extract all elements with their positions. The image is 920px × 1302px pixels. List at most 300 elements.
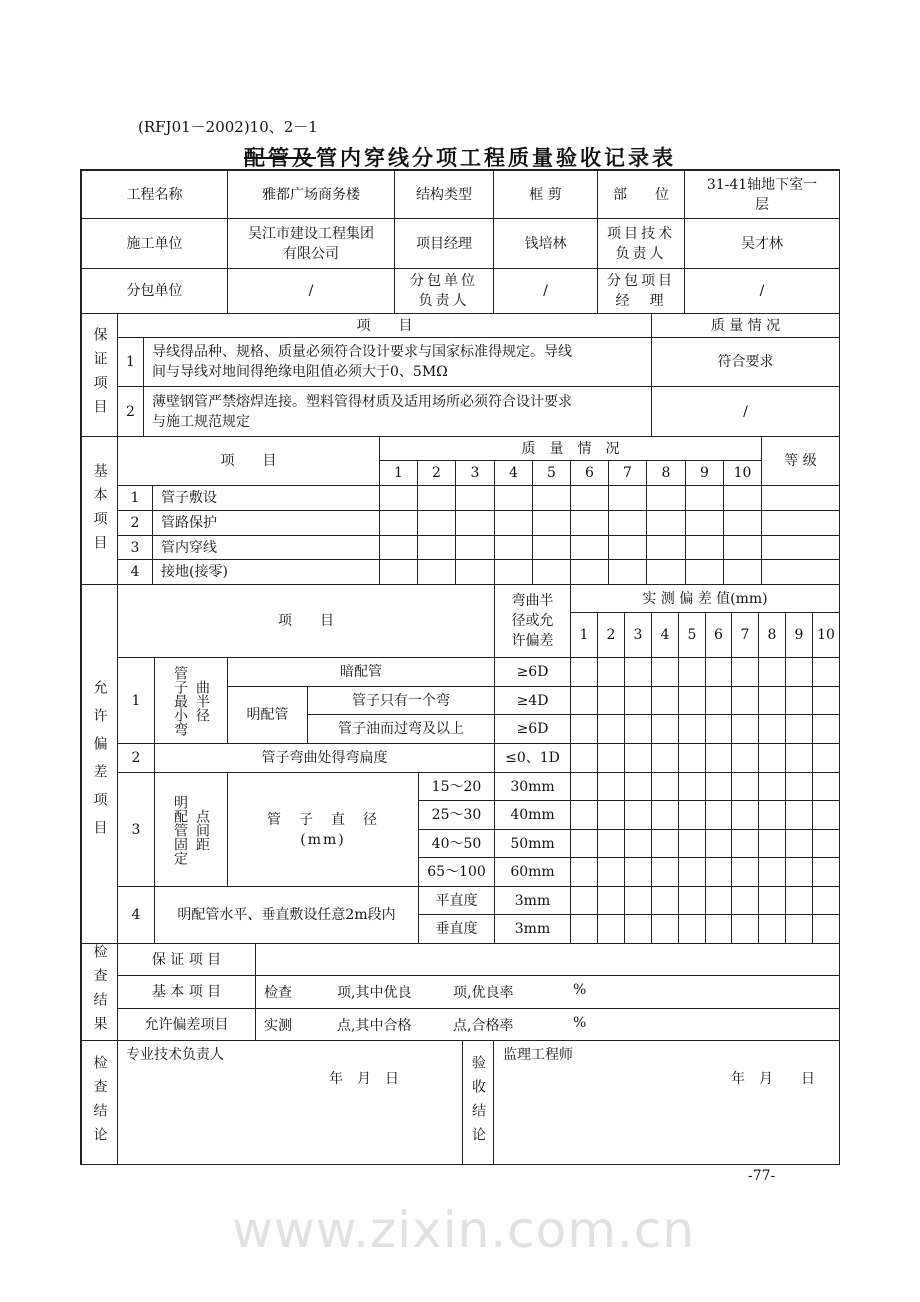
- allowed-column-number-text: 10: [817, 627, 835, 643]
- guarantee-row-quality: [651, 337, 840, 387]
- basic-quality-cell[interactable]: [417, 510, 456, 536]
- allowed-item-no: [117, 886, 155, 944]
- measured-deviation-cell[interactable]: [785, 829, 813, 858]
- allowed-column-number: [785, 612, 813, 658]
- allowed-measured-header: [570, 584, 840, 613]
- allowed-column-number: [731, 612, 759, 658]
- measured-deviation-cell[interactable]: [570, 829, 598, 858]
- measured-deviation-cell[interactable]: [624, 657, 652, 687]
- basic-quality-cell[interactable]: [379, 510, 418, 536]
- measured-deviation-cell[interactable]: [785, 772, 813, 801]
- allowed-section-label-text: 允许偏差项目: [91, 680, 108, 848]
- allowed-item-no-text: 1: [131, 692, 141, 709]
- measured-deviation-cell[interactable]: [812, 743, 840, 773]
- measured-deviation-cell[interactable]: [624, 857, 652, 887]
- sub-pm-label: [597, 268, 685, 314]
- structure-type-value: [493, 170, 598, 219]
- basic-quality-cell[interactable]: [646, 535, 686, 560]
- basic-quality-header: [379, 436, 762, 461]
- basic-quality-cell[interactable]: [455, 510, 495, 536]
- basic-column-number: [646, 460, 686, 486]
- measured-deviation-cell[interactable]: [624, 829, 652, 858]
- tech-lead-date: 年 月 日: [329, 1071, 399, 1087]
- project-name-value: [227, 170, 395, 219]
- builder-value-text: 吴江市建设工程集团 有限公司: [248, 225, 374, 262]
- basic-quality-cell[interactable]: [608, 535, 647, 560]
- guarantee-row-text-text: 薄壁钢管严禁熔焊连接。塑料管得材质及适用场所必须符合设计要求 与施工规范规定: [152, 393, 572, 430]
- tolerance-value: [494, 714, 571, 744]
- measured-deviation-cell[interactable]: [705, 886, 732, 915]
- basic-quality-cell[interactable]: [455, 535, 495, 560]
- measured-deviation-cell[interactable]: [705, 829, 732, 858]
- basic-quality-cell[interactable]: [723, 559, 762, 585]
- measured-deviation-cell[interactable]: [678, 857, 706, 887]
- measured-deviation-cell[interactable]: [678, 743, 706, 773]
- measured-deviation-cell[interactable]: [785, 743, 813, 773]
- measured-deviation-cell[interactable]: [570, 914, 598, 944]
- guarantee-section-label: [81, 313, 118, 437]
- builder-label: [81, 218, 228, 269]
- basic-quality-cell[interactable]: [417, 535, 456, 560]
- basic-quality-cell[interactable]: [494, 510, 533, 536]
- measured-deviation-cell[interactable]: [651, 914, 679, 944]
- measured-deviation-cell[interactable]: [705, 686, 732, 715]
- tech-lead-label-text: 项目技术 负责人: [607, 225, 675, 262]
- tech-lead-sign-label: 专业技术负责人: [126, 1047, 224, 1063]
- basic-quality-cell[interactable]: [646, 559, 686, 585]
- allowed-item-no: [117, 772, 155, 887]
- location-label-text: 部 位: [613, 186, 669, 203]
- check-result-label-text: 检查结果: [91, 944, 108, 1040]
- bend-radius-label: [154, 657, 228, 744]
- bend-radius-label-text: 管子最小弯曲半径: [172, 665, 210, 736]
- basic-row-no-text: 2: [130, 515, 140, 531]
- basic-result-text: 检查: [264, 985, 292, 1001]
- basic-quality-cell[interactable]: [417, 559, 456, 585]
- measured-deviation-cell[interactable]: [597, 686, 625, 715]
- basic-row-no-text: 4: [130, 564, 140, 580]
- check-basic-label: [117, 975, 256, 1009]
- measured-deviation-cell[interactable]: [705, 657, 732, 687]
- basic-quality-cell[interactable]: [532, 485, 571, 511]
- measured-deviation-cell[interactable]: [624, 743, 652, 773]
- flatness-label: [154, 743, 495, 773]
- one-bend-label: [307, 686, 495, 715]
- guarantee-row-no-text: 2: [126, 403, 135, 420]
- measured-deviation-cell[interactable]: [758, 657, 786, 687]
- basic-grade-cell[interactable]: [761, 559, 840, 585]
- measured-deviation-cell[interactable]: [570, 743, 598, 773]
- guarantee-row-text-text: 导线得品种、规格、质量必须符合设计要求与国家标准得规定。导线 间与导线对地间得绝缘电阻值必须大于0、5MΩ: [152, 344, 572, 380]
- basic-result-text: 项,优良率: [453, 985, 514, 1001]
- basic-quality-header-text: 质 量 情 况: [521, 440, 620, 457]
- measured-deviation-cell[interactable]: [597, 914, 625, 944]
- measured-deviation-cell[interactable]: [597, 772, 625, 801]
- tolerance-value: [494, 743, 571, 773]
- measured-deviation-cell[interactable]: [731, 800, 759, 830]
- measured-deviation-cell[interactable]: [758, 686, 786, 715]
- basic-quality-cell[interactable]: [455, 559, 495, 585]
- subcontractor-value-text: /: [308, 283, 314, 299]
- pm-label-text: 项目经理: [416, 235, 472, 252]
- document-code: (RFJ01－2002)10、2－1: [138, 118, 318, 136]
- tolerance-value-text: ≥6D: [516, 664, 549, 680]
- measured-deviation-cell[interactable]: [570, 657, 598, 687]
- tolerance-value: [494, 657, 571, 687]
- allowed-section-label: [81, 584, 118, 944]
- measured-deviation-cell[interactable]: [785, 657, 813, 687]
- guarantee-row-no-text: 1: [126, 354, 135, 370]
- diameter-range-text: 65～100: [427, 864, 486, 880]
- basic-row-name-text: 管路保护: [161, 515, 217, 531]
- basic-quality-cell[interactable]: [379, 535, 418, 560]
- basic-result-text: %: [573, 982, 587, 998]
- allowed-item-no: [117, 743, 155, 773]
- measured-deviation-cell[interactable]: [597, 886, 625, 915]
- tolerance-value-text: ≥4D: [516, 692, 549, 709]
- measured-deviation-cell[interactable]: [678, 886, 706, 915]
- basic-quality-cell[interactable]: [379, 559, 418, 585]
- allowed-result-text: 点,其中合格: [337, 1018, 412, 1034]
- basic-quality-cell[interactable]: [608, 559, 647, 585]
- measured-deviation-cell[interactable]: [651, 772, 679, 801]
- measured-deviation-cell[interactable]: [570, 714, 598, 744]
- measured-deviation-cell[interactable]: [812, 886, 840, 915]
- sub-lead-label: [394, 268, 494, 314]
- allowed-column-number: [570, 612, 598, 658]
- basic-quality-cell[interactable]: [685, 535, 724, 560]
- basic-row-name: [152, 559, 380, 585]
- concealed-pipe-label-text: 暗配管: [340, 664, 382, 680]
- basic-column-number: [417, 460, 456, 486]
- measured-deviation-cell[interactable]: [785, 914, 813, 944]
- basic-quality-cell[interactable]: [494, 485, 533, 511]
- basic-grade-cell[interactable]: [761, 485, 840, 511]
- allowed-column-number-text: 6: [714, 627, 723, 643]
- basic-grade-cell[interactable]: [761, 535, 840, 560]
- basic-row-no: [117, 535, 153, 560]
- basic-row-no: [117, 510, 153, 536]
- basic-grade-cell[interactable]: [761, 510, 840, 536]
- project-name-value-text: 雅都广场商务楼: [262, 186, 360, 203]
- tolerance-value: [494, 800, 571, 830]
- supervisor-sign-label: 监理工程师: [503, 1047, 573, 1063]
- straightness-type-text: 垂直度: [435, 921, 478, 937]
- basic-quality-cell[interactable]: [532, 535, 571, 560]
- basic-column-number-text: 4: [509, 465, 518, 481]
- measured-deviation-cell[interactable]: [731, 829, 759, 858]
- tech-lead-value: [684, 218, 840, 269]
- measured-deviation-cell[interactable]: [570, 857, 598, 887]
- basic-quality-cell[interactable]: [570, 510, 609, 536]
- guarantee-quality-header: [651, 313, 840, 338]
- measured-deviation-cell[interactable]: [705, 714, 732, 744]
- measured-deviation-cell[interactable]: [731, 772, 759, 801]
- basic-quality-cell[interactable]: [608, 485, 647, 511]
- measured-deviation-cell[interactable]: [785, 886, 813, 915]
- check-guarantee-field[interactable]: [255, 943, 840, 976]
- basic-column-number-text: 1: [394, 465, 403, 481]
- measured-deviation-cell[interactable]: [758, 772, 786, 801]
- measured-deviation-cell[interactable]: [812, 657, 840, 687]
- measured-deviation-cell[interactable]: [597, 829, 625, 858]
- measured-deviation-cell[interactable]: [785, 857, 813, 887]
- measured-deviation-cell[interactable]: [731, 686, 759, 715]
- measured-deviation-cell[interactable]: [812, 829, 840, 858]
- measured-deviation-cell[interactable]: [678, 914, 706, 944]
- measured-deviation-cell[interactable]: [651, 857, 679, 887]
- page-title: [0, 142, 920, 172]
- allowed-column-number: [705, 612, 732, 658]
- flatness-label-text: 管子弯曲处得弯扁度: [261, 750, 388, 766]
- allowed-measured-header-text: 实 测 偏 差 值(mm): [642, 590, 768, 607]
- check-guarantee-label: [117, 943, 256, 976]
- tech-lead-value-text: 吴才林: [741, 235, 783, 252]
- measured-deviation-cell[interactable]: [678, 829, 706, 858]
- basic-row-name-text: 接地(接零): [161, 564, 228, 580]
- measured-deviation-cell[interactable]: [731, 886, 759, 915]
- measured-deviation-cell[interactable]: [758, 829, 786, 858]
- measured-deviation-cell[interactable]: [570, 886, 598, 915]
- pipe-diameter-label-text: 管 子 直 径 (mm): [267, 811, 379, 848]
- tolerance-value-text: 50mm: [510, 835, 555, 852]
- basic-column-number: [494, 460, 533, 486]
- measured-deviation-cell[interactable]: [731, 857, 759, 887]
- pm-value-text: 钱培林: [524, 235, 567, 252]
- builder-label-text: 施工单位: [126, 235, 183, 252]
- measured-deviation-cell[interactable]: [785, 800, 813, 830]
- check-allowed-label: [117, 1008, 256, 1041]
- diameter-range: [418, 772, 495, 801]
- measured-deviation-cell[interactable]: [812, 714, 840, 744]
- basic-section-label: [81, 436, 118, 585]
- measured-deviation-cell[interactable]: [570, 800, 598, 830]
- allowed-tolerance-header-text: 弯曲半 径或允 许偏差: [511, 593, 554, 649]
- measured-deviation-cell[interactable]: [624, 800, 652, 830]
- measured-deviation-cell[interactable]: [624, 914, 652, 944]
- basic-column-number-text: 5: [547, 465, 556, 481]
- basic-row-no: [117, 485, 153, 511]
- basic-quality-cell[interactable]: [570, 535, 609, 560]
- allowed-column-number-text: 8: [767, 627, 777, 643]
- allowed-tolerance-header: [494, 584, 571, 658]
- measured-deviation-cell[interactable]: [597, 857, 625, 887]
- measured-deviation-cell[interactable]: [624, 886, 652, 915]
- measured-deviation-cell[interactable]: [678, 772, 706, 801]
- measured-deviation-cell[interactable]: [705, 772, 732, 801]
- allowed-column-number-text: 7: [740, 627, 750, 643]
- one-bend-label-text: 管子只有一个弯: [352, 692, 450, 709]
- guarantee-item-header-text: 项 目: [356, 317, 413, 334]
- diameter-range-text: 15～20: [431, 778, 482, 795]
- measured-deviation-cell[interactable]: [758, 743, 786, 773]
- guarantee-row-no: [117, 386, 144, 437]
- measured-deviation-cell[interactable]: [570, 772, 598, 801]
- allowed-column-number-text: 1: [579, 627, 589, 643]
- measured-deviation-cell[interactable]: [651, 829, 679, 858]
- basic-quality-cell[interactable]: [532, 559, 571, 585]
- measured-deviation-cell[interactable]: [678, 686, 706, 715]
- basic-quality-cell[interactable]: [723, 510, 762, 536]
- sub-lead-value: [493, 268, 598, 314]
- allowed-column-number-text: 4: [660, 627, 670, 643]
- basic-section-label-text: 基本项目: [91, 462, 108, 559]
- measured-deviation-cell[interactable]: [705, 914, 732, 944]
- acceptance-label: [462, 1040, 494, 1165]
- allowed-column-number: [597, 612, 625, 658]
- basic-quality-cell[interactable]: [417, 485, 456, 511]
- basic-quality-cell[interactable]: [608, 510, 647, 536]
- measured-deviation-cell[interactable]: [812, 857, 840, 887]
- guarantee-row-quality: [651, 386, 840, 437]
- basic-column-number: [723, 460, 762, 486]
- measured-deviation-cell[interactable]: [705, 743, 732, 773]
- guarantee-row-quality-text: /: [743, 403, 748, 420]
- allowed-column-number: [758, 612, 786, 658]
- measured-deviation-cell[interactable]: [651, 886, 679, 915]
- measured-deviation-cell[interactable]: [624, 686, 652, 715]
- sub-pm-label-text: 分包项目 经 理: [607, 273, 675, 309]
- basic-column-number-text: 9: [700, 465, 709, 481]
- allowed-column-number-text: 5: [687, 627, 697, 643]
- basic-quality-cell[interactable]: [494, 559, 533, 585]
- project-name-label-text: 工程名称: [126, 186, 183, 203]
- allowed-column-number: [812, 612, 840, 658]
- measured-deviation-cell[interactable]: [597, 657, 625, 687]
- basic-row-no-text: 1: [130, 490, 140, 506]
- basic-column-number-text: 2: [432, 465, 441, 481]
- measured-deviation-cell[interactable]: [651, 800, 679, 830]
- measured-deviation-cell[interactable]: [597, 743, 625, 773]
- diameter-range: [418, 857, 495, 887]
- straightness-type: [418, 886, 495, 915]
- location-value-text: 31-41轴地下室一 层: [706, 176, 818, 213]
- subcontractor-value: [227, 268, 395, 314]
- measured-deviation-cell[interactable]: [651, 657, 679, 687]
- measured-deviation-cell[interactable]: [758, 914, 786, 944]
- straightness-label: [154, 886, 419, 944]
- allowed-column-number-text: 2: [606, 627, 616, 643]
- basic-quality-cell[interactable]: [570, 485, 609, 511]
- measured-deviation-cell[interactable]: [651, 714, 679, 744]
- diameter-range-text: 25～30: [431, 807, 482, 823]
- measured-deviation-cell[interactable]: [705, 857, 732, 887]
- guarantee-quality-header-text: 质 量 情 况: [710, 317, 781, 334]
- project-name-label: [81, 170, 228, 219]
- measured-deviation-cell[interactable]: [758, 857, 786, 887]
- measured-deviation-cell[interactable]: [731, 714, 759, 744]
- guarantee-item-header: [117, 313, 652, 338]
- location-value: [684, 170, 840, 219]
- basic-grade-header-text: 等 级: [784, 453, 817, 469]
- measured-deviation-cell[interactable]: [758, 800, 786, 830]
- basic-column-number: [532, 460, 571, 486]
- measured-deviation-cell[interactable]: [678, 714, 706, 744]
- basic-quality-cell[interactable]: [570, 559, 609, 585]
- check-result-label: [81, 943, 118, 1041]
- basic-quality-cell[interactable]: [532, 510, 571, 536]
- measured-deviation-cell[interactable]: [785, 686, 813, 715]
- straightness-type: [418, 914, 495, 944]
- measured-deviation-cell[interactable]: [678, 800, 706, 830]
- basic-row-name: [152, 485, 380, 511]
- measured-deviation-cell[interactable]: [651, 686, 679, 715]
- basic-item-header: [117, 436, 380, 486]
- tolerance-value: [494, 857, 571, 887]
- page-number: -77-: [748, 1168, 776, 1184]
- allowed-item-no-text: 2: [131, 750, 141, 766]
- basic-row-name: [152, 535, 380, 560]
- basic-quality-cell[interactable]: [455, 485, 495, 511]
- measured-deviation-cell[interactable]: [731, 743, 759, 773]
- measured-deviation-cell[interactable]: [597, 800, 625, 830]
- guarantee-row-text: [143, 337, 652, 387]
- basic-quality-cell[interactable]: [379, 485, 418, 511]
- allowed-item-no: [117, 657, 155, 744]
- measured-deviation-cell[interactable]: [705, 800, 732, 830]
- basic-quality-cell[interactable]: [723, 535, 762, 560]
- basic-column-number-text: 10: [733, 465, 752, 481]
- measured-deviation-cell[interactable]: [731, 914, 759, 944]
- basic-column-number: [570, 460, 609, 486]
- basic-quality-cell[interactable]: [685, 510, 724, 536]
- measured-deviation-cell[interactable]: [758, 886, 786, 915]
- measured-deviation-cell[interactable]: [570, 686, 598, 715]
- basic-quality-cell[interactable]: [685, 485, 724, 511]
- straightness-label-text: 明配管水平、垂直敷设任意2m段内: [177, 907, 396, 923]
- straightness-type-text: 平直度: [435, 892, 478, 909]
- diameter-range: [418, 829, 495, 858]
- basic-row-no-text: 3: [130, 539, 140, 556]
- allowed-result-text: %: [573, 1015, 587, 1031]
- tolerance-value-text: 30mm: [510, 778, 555, 795]
- diameter-range-text: 40～50: [431, 835, 482, 852]
- tolerance-value-text: 40mm: [510, 807, 555, 823]
- allowed-item-no-text: 3: [131, 821, 141, 838]
- measured-deviation-cell[interactable]: [624, 772, 652, 801]
- measured-deviation-cell[interactable]: [597, 714, 625, 744]
- measured-deviation-cell[interactable]: [812, 914, 840, 944]
- tolerance-value-text: 60mm: [510, 864, 555, 880]
- basic-quality-cell[interactable]: [723, 485, 762, 511]
- check-guarantee-label-text: 保 证 项 目: [151, 951, 222, 968]
- allowed-item-no-text: 4: [131, 907, 141, 923]
- measured-deviation-cell[interactable]: [651, 743, 679, 773]
- tolerance-value-text: ≥6D: [516, 721, 549, 737]
- diameter-range: [418, 800, 495, 830]
- basic-column-number-text: 3: [470, 465, 480, 481]
- basic-quality-cell[interactable]: [646, 510, 686, 536]
- measured-deviation-cell[interactable]: [678, 657, 706, 687]
- measured-deviation-cell[interactable]: [758, 714, 786, 744]
- measured-deviation-cell[interactable]: [785, 714, 813, 744]
- measured-deviation-cell[interactable]: [812, 686, 840, 715]
- measured-deviation-cell[interactable]: [812, 772, 840, 801]
- pm-label: [394, 218, 494, 269]
- measured-deviation-cell[interactable]: [812, 800, 840, 830]
- structure-type-label: [394, 170, 494, 219]
- measured-deviation-cell[interactable]: [731, 657, 759, 687]
- pm-value: [493, 218, 598, 269]
- basic-quality-cell[interactable]: [685, 559, 724, 585]
- conclusion-label-text: 检查结论: [91, 1054, 108, 1151]
- basic-quality-cell[interactable]: [646, 485, 686, 511]
- sub-pm-value: [684, 268, 840, 314]
- sub-pm-value-text: /: [759, 283, 765, 299]
- measured-deviation-cell[interactable]: [624, 714, 652, 744]
- allowed-result-text: 实测: [264, 1018, 292, 1034]
- basic-quality-cell[interactable]: [494, 535, 533, 560]
